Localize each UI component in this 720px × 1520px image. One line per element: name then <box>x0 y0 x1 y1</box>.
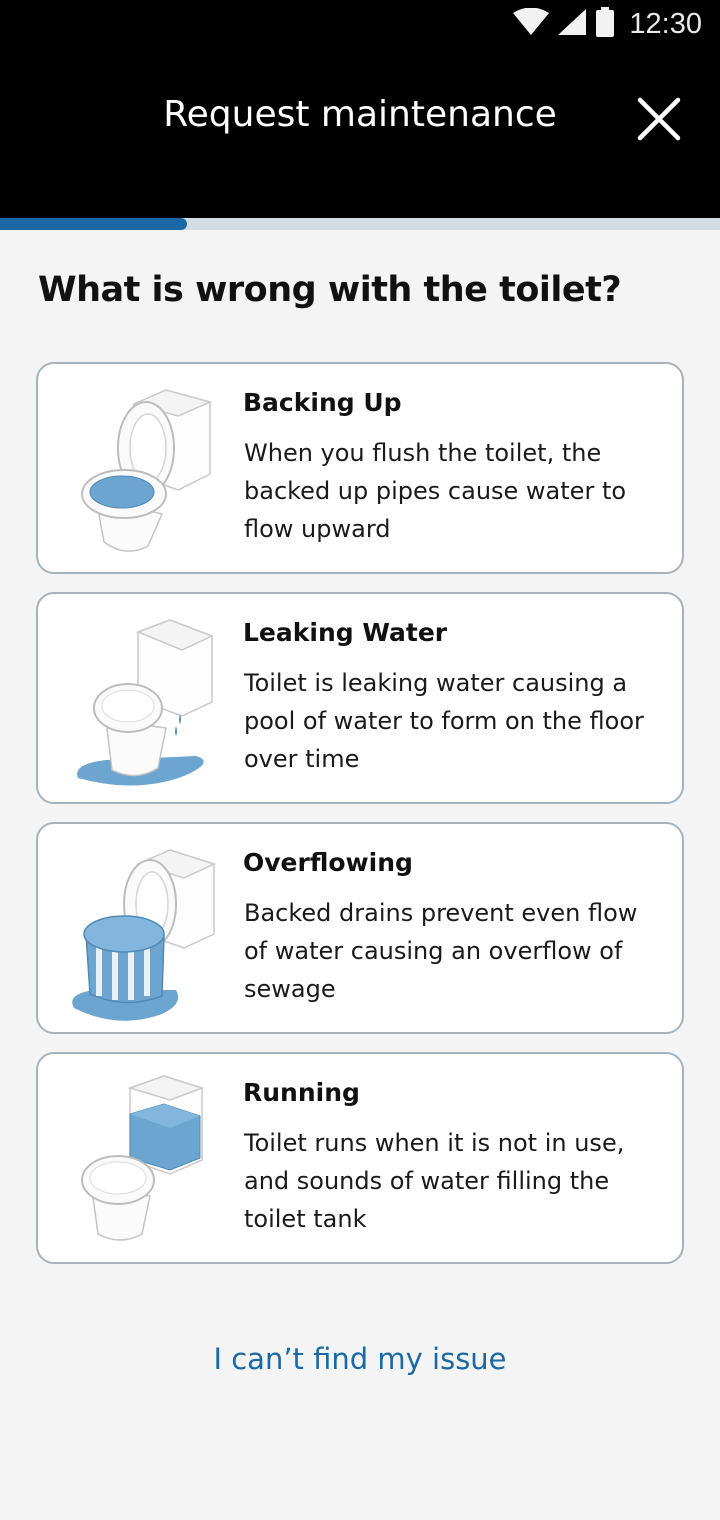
page-title: Request maintenance <box>163 94 557 135</box>
wifi-icon <box>513 8 549 40</box>
toilet-running-illustration <box>66 1064 226 1254</box>
issue-card-leaking-water[interactable] <box>36 592 684 804</box>
issue-description: Backed drains prevent even flow of water causing an overflow of sewage <box>244 899 638 1003</box>
issue-title: Leaking Water <box>243 618 448 647</box>
progress-bar <box>0 218 720 230</box>
progress-fill <box>0 218 187 230</box>
signal-icon <box>557 8 587 40</box>
status-time: 12:30 <box>629 7 702 40</box>
status-bar <box>0 0 720 49</box>
battery-icon <box>595 7 615 41</box>
toilet-backing-up-illustration <box>66 374 226 564</box>
issue-list <box>36 362 684 1282</box>
toilet-leaking-illustration <box>66 604 226 794</box>
issue-title: Running <box>243 1078 360 1107</box>
issue-description: Toilet is leaking water causing a pool of water to form on the floor over time <box>244 669 644 773</box>
status-icons <box>513 8 702 40</box>
issue-description: Toilet runs when it is not in use, and sounds of water filling the toilet tank <box>244 1129 625 1233</box>
issue-card-overflowing[interactable] <box>36 822 684 1034</box>
app-bar <box>0 48 720 218</box>
issue-title: Overflowing <box>243 848 413 877</box>
issue-card-backing-up[interactable] <box>36 362 684 574</box>
issue-title: Backing Up <box>243 388 402 417</box>
toilet-overflowing-illustration <box>66 834 226 1024</box>
close-icon <box>636 96 682 142</box>
close-button[interactable] <box>636 96 682 142</box>
issue-description: When you flush the toilet, the backed up pipes cause water to flow upward <box>244 439 627 543</box>
issue-card-running[interactable] <box>36 1052 684 1264</box>
cant-find-issue-link[interactable]: I can’t find my issue <box>213 1342 507 1376</box>
question-heading: What is wrong with the toilet? <box>38 270 622 310</box>
